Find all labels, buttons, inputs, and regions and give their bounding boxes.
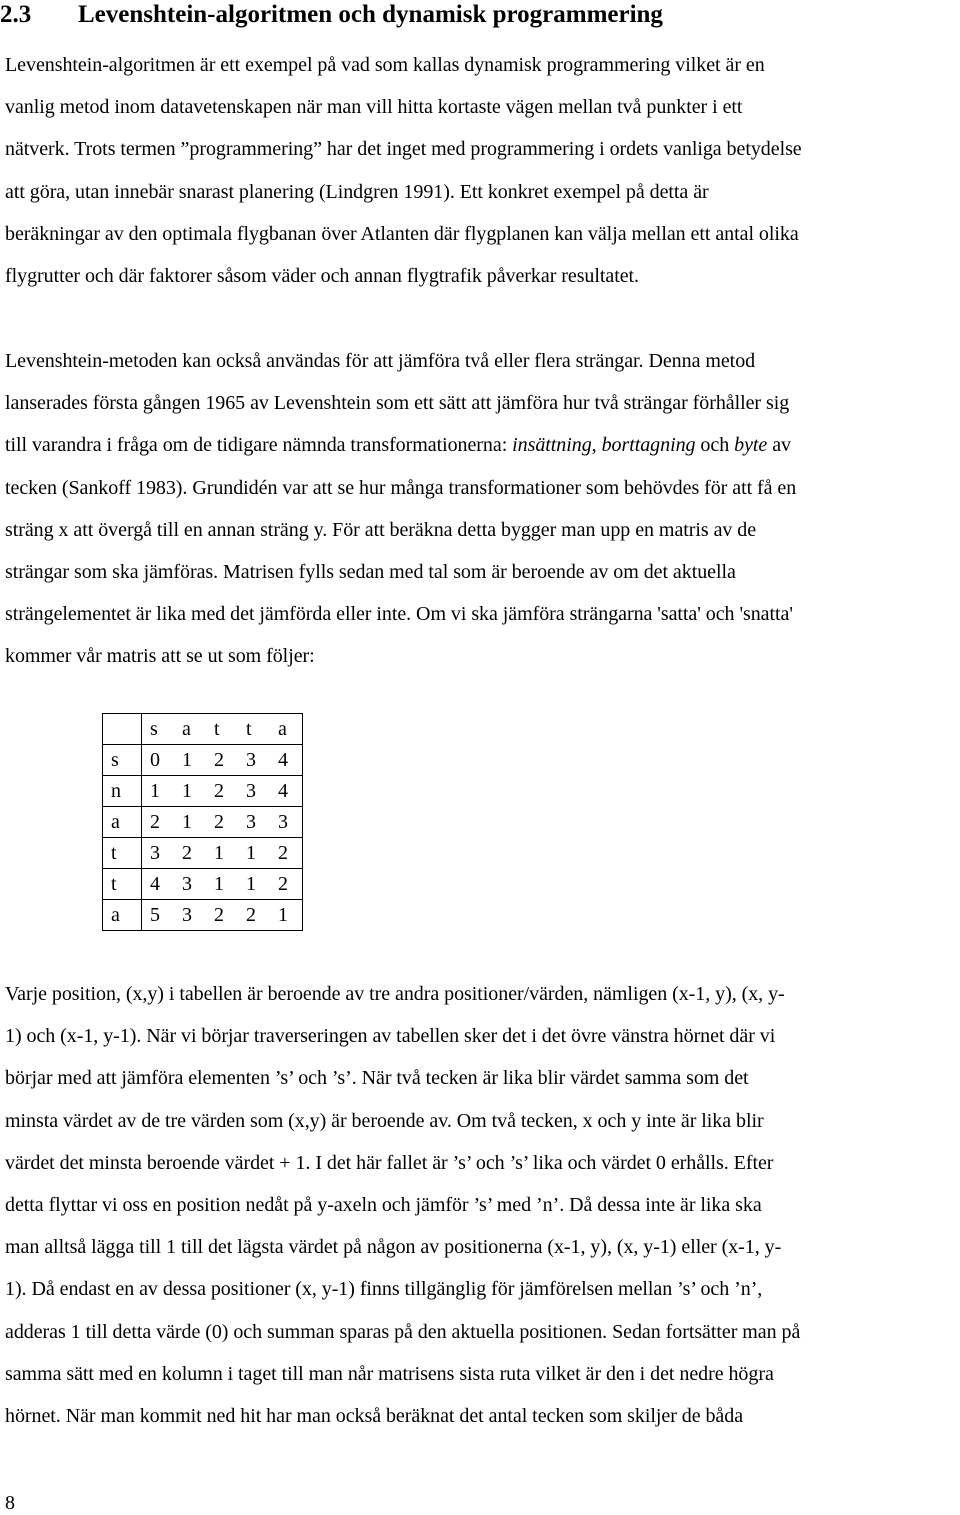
matrix-row [103, 869, 303, 900]
matrix-cell: 2 [174, 838, 206, 869]
matrix-cell: 2 [142, 807, 175, 838]
text-line: att göra, utan innebär snarast planering (Lindgren 1991). Ett konkret exempel på detta är [5, 180, 709, 203]
matrix-cell: 1 [174, 776, 206, 807]
matrix-header-cell: t [238, 714, 270, 745]
term-byte: byte [734, 434, 768, 457]
text-run: och [695, 434, 735, 457]
section-number: 2.3 [0, 1, 32, 28]
matrix-header-row [103, 714, 303, 745]
text-line: hörnet. När man kommit ned hit har man också beräknat det antal tecken som skiljer de båda [5, 1404, 744, 1427]
matrix-row-label: n [103, 776, 142, 807]
matrix-cell: 1 [206, 869, 238, 900]
text-line: man alltså lägga till 1 till det lägsta värdet på någon av positionerna (x-1, y), (x, y-1) eller (x-1, y- [5, 1236, 782, 1259]
matrix-cell: 4 [270, 776, 303, 807]
text-line: sträng x att övergå till en annan sträng y. För att beräkna detta bygger man upp en matris av de [5, 518, 757, 541]
text-line: börjar med att jämföra elementen ’s’ och ’s’. När två tecken är lika blir värdet samma som det [5, 1067, 749, 1090]
matrix-cell: 2 [214, 904, 224, 926]
matrix-cell: 4 [270, 745, 303, 776]
paragraph-method [5, 340, 960, 678]
matrix-row [103, 900, 303, 931]
text-line: 1). Då endast en av dessa positioner (x, y-1) finns tillgänglig för jämförelsen mellan ’s’ och ’n’, [5, 1278, 763, 1301]
text-line: Levenshtein-algoritmen är ett exempel på vad som kallas dynamisk programmering vilket är en [5, 54, 765, 76]
text-line [5, 424, 960, 466]
text-line: beräkningar av den optimala flygbanan över Atlanten där flygplanen kan välja mellan ett antal olika [5, 222, 799, 245]
text-run: av [767, 434, 791, 457]
matrix-cell: 1 [278, 904, 288, 926]
matrix-row-label: s [103, 745, 142, 776]
matrix-row [103, 776, 303, 807]
matrix-cell: 3 [238, 776, 270, 807]
matrix-row-label: a [111, 904, 120, 926]
matrix-cell: 2 [206, 776, 238, 807]
matrix-cell: 1 [206, 838, 238, 869]
text-line: Varje position, (x,y) i tabellen är beroende av tre andra positioner/värden, nämligen (x-1, y), (x, y- [5, 983, 785, 1005]
text-run: , [591, 434, 602, 457]
text-line: kommer vår matris att se ut som följer: [5, 645, 315, 668]
matrix-header-cell: s [142, 714, 175, 745]
matrix-row [103, 745, 303, 776]
matrix-cell: 2 [270, 838, 303, 869]
matrix-row-label: t [103, 869, 142, 900]
matrix-header-cell: a [174, 714, 206, 745]
text-line: strängelementet är lika med det jämförda eller inte. Om vi ska jämföra strängarna 'satta' och 'snatta' [5, 603, 793, 626]
matrix-cell: 0 [142, 745, 175, 776]
matrix-cell: 3 [142, 838, 175, 869]
text-line: strängar som ska jämföras. Matrisen fylls sedan med tal som är beroende av om det aktuella [5, 560, 736, 583]
matrix-cell: 2 [246, 904, 256, 926]
matrix-row [103, 807, 303, 838]
term-insattning: insättning [512, 434, 592, 457]
matrix-cell: 2 [270, 869, 303, 900]
text-line: samma sätt med en kolumn i taget till man når matrisens sista ruta vilket är den i det nedre högra [5, 1362, 774, 1385]
matrix-cell: 4 [142, 869, 175, 900]
paragraph-intro [5, 44, 960, 297]
matrix-row-label: t [103, 838, 142, 869]
matrix-cell: 5 [142, 900, 175, 931]
text-line: nätverk. Trots termen ”programmering” har det inget med programmering i ordets vanliga betydelse [5, 138, 802, 161]
text-line: detta flyttar vi oss en position nedåt på y-axeln och jämför ’s’ med ’n’. Då dessa inte är lika ska [5, 1193, 762, 1216]
text-run: till varandra i fråga om de tidigare nämnda transformationerna: [5, 434, 513, 457]
text-line: vanlig metod inom datavetenskapen när man vill hitta kortaste vägen mellan två punkter i ett [5, 96, 743, 119]
matrix-cell: 3 [182, 904, 192, 926]
matrix-cell: 1 [174, 807, 206, 838]
section-title: Levenshtein-algoritmen och dynamisk programmering [78, 1, 663, 28]
text-line: lanserades första gången 1965 av Levenshtein som ett sätt att jämföra hur två strängar förhåller sig [5, 392, 790, 415]
matrix-cell: 3 [238, 807, 270, 838]
matrix-row-label: a [103, 807, 142, 838]
matrix-corner-cell [103, 714, 142, 745]
text-line: Levenshtein-metoden kan också användas för att jämföra två eller flera strängar. Denna metod [5, 350, 756, 372]
levenshtein-matrix [102, 713, 303, 931]
section-heading [0, 0, 663, 30]
matrix-cell: 2 [206, 745, 238, 776]
term-borttagning: borttagning [601, 434, 696, 457]
matrix-header-cell: a [270, 714, 303, 745]
matrix-cell: 2 [206, 807, 238, 838]
matrix-cell: 1 [142, 776, 175, 807]
matrix-cell: 1 [238, 869, 270, 900]
matrix-cell: 3 [238, 745, 270, 776]
paragraph-traversal [5, 973, 960, 1437]
matrix-cell: 1 [174, 745, 206, 776]
text-line: värdet det minsta beroende värdet + 1. I det här fallet är ’s’ och ’s’ lika och värdet 0 erhålls. Efter [5, 1151, 774, 1174]
matrix-cell: 3 [270, 807, 303, 838]
matrix-cell: 1 [238, 838, 270, 869]
text-line: 1) och (x-1, y-1). När vi börjar traverseringen av tabellen sker det i det övre vänstra hörnet där vi [5, 1025, 776, 1048]
matrix-header-cell: t [206, 714, 238, 745]
matrix-cell: 3 [174, 869, 206, 900]
text-line: tecken (Sankoff 1983). Grundidén var att se hur många transformationer som behövdes för att få en [5, 476, 797, 499]
text-line: flygrutter och där faktorer såsom väder och annan flygtrafik påverkar resultatet. [5, 264, 640, 287]
text-line: adderas 1 till detta värde (0) och summan sparas på den aktuella positionen. Sedan fortsätter man på [5, 1320, 801, 1343]
matrix-row [103, 838, 303, 869]
page-number: 8 [5, 1492, 15, 1514]
text-line: minsta värdet av de tre värden som (x,y) är beroende av. Om två tecken, x och y inte är lika blir [5, 1109, 764, 1132]
